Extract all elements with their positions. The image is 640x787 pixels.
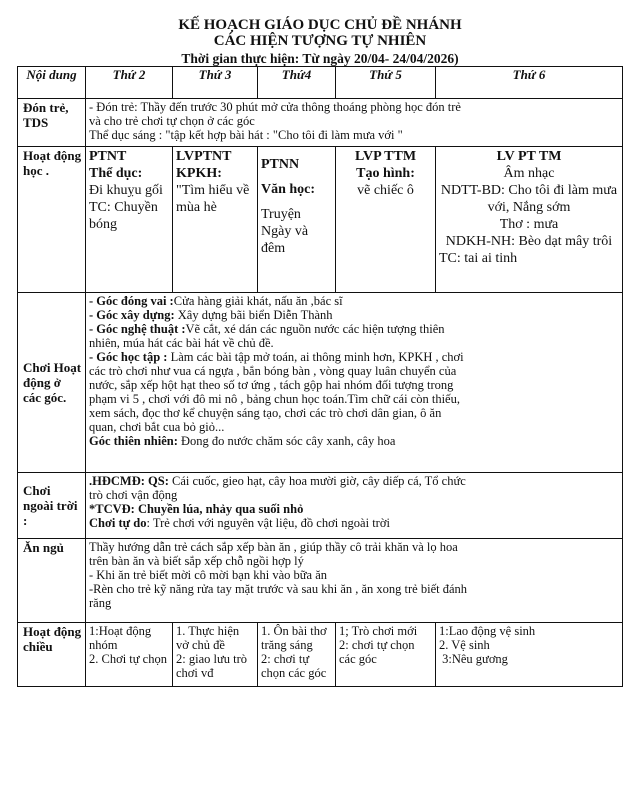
goc-hoc-tap-title: - Góc học tập :: [89, 350, 168, 364]
row-label-chieu: Hoạt động chiều: [18, 623, 86, 687]
hoc-thu-4-area: PTNN: [261, 157, 300, 172]
goc-hoc-tap-text-6: quan, chơi bắt cua bỏ giỏ...: [89, 420, 225, 434]
choi-goc-content: [86, 293, 623, 473]
row-ngoai-troi: [18, 473, 623, 539]
hoc-thu-6-game: TC: tai ai tinh: [439, 251, 518, 266]
hoc-thu-4: [258, 147, 336, 293]
hoc-thu-5-area: LVP TTM: [354, 149, 417, 164]
chieu-thu-6-item-3: 3:Nêu gương: [439, 652, 508, 666]
goc-thien-nhien-title: Góc thiên nhiên:: [89, 434, 178, 448]
hoc-thu-2-topic: Đi khuỵu gối: [89, 183, 163, 198]
hoc-thu-4-topic: Truyện Ngày và đêm: [261, 207, 309, 256]
hoc-thu-3-subject: KPKH:: [176, 166, 222, 181]
row-an-ngu: [18, 539, 623, 623]
hoc-thu-6: [436, 147, 623, 293]
hoc-thu-3-area: LVPTNT: [176, 149, 232, 164]
row-label-an-ngu: Ăn ngủ: [18, 539, 86, 623]
hoc-thu-6-song: NDTT-BD: Cho tôi đi làm mưa với, Nắng sớm: [440, 183, 618, 215]
an-ngu-line-4: -Rèn cho trẻ kỹ năng rửa tay mặt trước và sau khi ăn , ăn xong trẻ biết đánh: [89, 582, 468, 596]
chieu-thu-6: [436, 623, 623, 687]
hoc-thu-6-poem: Thơ : mưa: [499, 217, 559, 232]
header-row: [18, 67, 623, 99]
goc-hoc-tap-text-4: phạm vi 5 , chơi với đô mi nô , bảng chun học toán.Tìm chữ cái còn thiếu,: [89, 392, 460, 406]
hoc-thu-6-subject: Âm nhạc: [503, 166, 555, 181]
ngoai-troi-tu-do-title: Chơi tự do: [89, 516, 147, 530]
goc-nghe-thuat-text-1: Vẽ cắt, xé dán các nguồn nước các hiện tượng thiên: [185, 322, 445, 336]
goc-xay-dung-text: Xây dựng bãi biển Diễn Thành: [174, 308, 333, 322]
goc-dong-vai-text: Cửa hàng giải khát, nấu ăn ,bác sĩ: [173, 294, 343, 308]
don-tre-line-3: Thể dục sáng : "tập kết hợp bài hát : "Cho tôi đi làm mưa với ": [89, 128, 403, 142]
chieu-thu-5: [336, 623, 436, 687]
hoc-thu-5-topic: vẽ chiếc ô: [357, 183, 414, 198]
chieu-thu-3: [173, 623, 258, 687]
don-tre-content: [86, 99, 623, 147]
hoc-thu-2-area: PTNT: [89, 149, 127, 164]
goc-dong-vai-title: - Góc đóng vai :: [89, 294, 174, 308]
chieu-thu-4: [258, 623, 336, 687]
ngoai-troi-line-1: Cái cuốc, gieo hạt, cây hoa mười giờ, cây diếp cá, Tổ chức: [168, 474, 466, 488]
ngoai-troi-hdcmd-title: .HĐCMĐ: QS:: [89, 474, 169, 488]
ngoai-troi-line-4: : Trẻ chơi với nguyên vật liệu, đồ chơi ngoài trời: [146, 516, 390, 530]
hoc-thu-5-subject: Tạo hình:: [356, 166, 415, 181]
chieu-thu-5-item-2: 2: chơi tự chọn các góc: [339, 638, 415, 666]
don-tre-line-1: - Đón trẻ: Thầy đến trước 30 phút mở cửa thông thoáng phòng học đón trẻ: [89, 100, 461, 114]
goc-hoc-tap-text-1: Làm các bài tập mở toán, ai thông minh hơn, KPKH , chơi: [167, 350, 464, 364]
chieu-thu-2-item-2: 2. Chơi tự chọn: [89, 652, 167, 666]
row-hoat-dong-hoc: [18, 147, 623, 293]
col-header-thu-5: Thứ 5: [336, 67, 436, 99]
col-header-thu-6: Thứ 6: [436, 67, 623, 99]
hoc-thu-6-listen: NDKH-NH: Bèo dạt mây trôi: [445, 234, 613, 249]
goc-xay-dung-title: - Góc xây dựng:: [89, 308, 175, 322]
chieu-thu-6-item-1: 1:Lao động vệ sinh: [439, 624, 536, 638]
hoc-thu-2-subject: Thể dục:: [89, 166, 143, 181]
plan-table: [17, 66, 623, 687]
an-ngu-line-3: - Khi ăn trẻ biết mời cô mời bạn khi vào bữa ăn: [89, 568, 327, 582]
goc-nghe-thuat-text-2: nhiên, múa hát các bài hát về chủ đề.: [89, 336, 274, 350]
an-ngu-line-1: Thầy hướng dẫn trẻ cách sắp xếp bàn ăn , giúp thầy cô trải khăn và lọ hoa: [89, 540, 458, 554]
goc-nghe-thuat-title: - Góc nghệ thuật :: [89, 322, 186, 336]
ngoai-troi-content: [86, 473, 623, 539]
chieu-thu-2: [86, 623, 173, 687]
plan-time: Thời gian thực hiện: Từ ngày 20/04- 24/04/2026): [181, 51, 459, 66]
row-choi-goc: [18, 293, 623, 473]
hoc-thu-6-area: LV PT TM: [496, 149, 562, 164]
hoc-thu-4-subject: Văn học:: [261, 182, 316, 197]
row-label-don-tre: Đón trẻ, TDS: [18, 99, 86, 147]
col-header-thu-3: Thứ 3: [173, 67, 258, 99]
chieu-thu-4-item-1: 1. Ôn bài thơ trăng sáng: [261, 624, 327, 652]
chieu-thu-4-item-2: 2: chơi tự chọn các góc: [261, 652, 327, 680]
hoc-thu-3: [173, 147, 258, 293]
hoc-thu-2-game: TC: Chuyền bóng: [89, 200, 158, 232]
row-label-choi-goc: Chơi Hoạt động ở các góc.: [18, 293, 86, 473]
row-don-tre: [18, 99, 623, 147]
hoc-thu-5: [336, 147, 436, 293]
an-ngu-line-2: trên bàn ăn và biết sắp xếp chỗ ngồi hợp lý: [89, 554, 304, 568]
an-ngu-content: [86, 539, 623, 623]
row-label-ngoai-troi: Chơi ngoài trời :: [18, 473, 86, 539]
goc-thien-nhien-text: Đong đo nước chăm sóc cây xanh, cây hoa: [177, 434, 396, 448]
col-header-thu-4: Thứ4: [258, 67, 336, 99]
chieu-thu-3-item-1: 1. Thực hiện vở chủ đề: [176, 624, 240, 652]
chieu-thu-5-item-1: 1; Trò chơi mới: [339, 624, 418, 638]
row-label-hoat-dong-hoc: Hoạt động học .: [18, 147, 86, 293]
row-chieu: [18, 623, 623, 687]
goc-hoc-tap-text-5: xem sách, đọc thơ kể chuyện sáng tạo, chơi các trò chơi dân gian, ô ăn: [89, 406, 442, 420]
plan-subtitle: CÁC HIỆN TƯỢNG TỰ NHIÊN: [213, 33, 427, 49]
hoc-thu-2: [86, 147, 173, 293]
plan-title: KẾ HOẠCH GIÁO DỤC CHỦ ĐỀ NHÁNH: [178, 17, 462, 33]
goc-hoc-tap-text-3: nước, sắp xếp hột hạt theo số tơ ứng , tách gộp hai nhóm đối tượng trong: [89, 378, 454, 392]
goc-hoc-tap-text-2: các trò chơi như vua cá ngựa , bắn bóng bàn , vòng quay luân chuyển của: [89, 364, 457, 378]
chieu-thu-6-item-2: 2. Vệ sinh: [439, 638, 490, 652]
ngoai-troi-line-3: *TCVĐ: Chuyền lúa, nhảy qua suối nhỏ: [89, 502, 304, 516]
don-tre-line-2: và cho trẻ chơi tự chọn ở các góc: [89, 114, 255, 128]
col-header-thu-2: Thứ 2: [86, 67, 173, 99]
chieu-thu-3-item-2: 2: giao lưu trò chơi vđ: [176, 652, 248, 680]
chieu-thu-2-item-1: 1:Hoạt động nhóm: [89, 624, 152, 652]
hoc-thu-3-topic: "Tìm hiểu về mùa hè: [176, 183, 250, 215]
ngoai-troi-line-2: trò chơi vận động: [89, 488, 178, 502]
an-ngu-line-5: răng: [89, 596, 112, 610]
col-header-noi-dung: Nội dung: [18, 67, 86, 99]
